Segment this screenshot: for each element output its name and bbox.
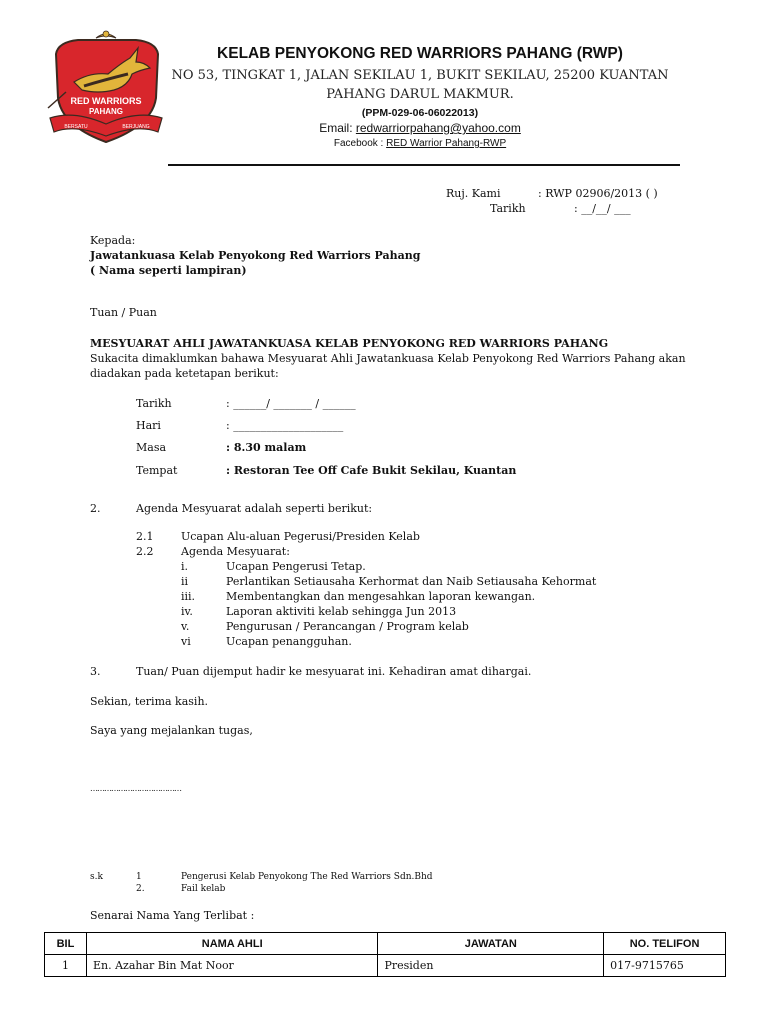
sk-item-text: Fail kelab xyxy=(181,884,226,894)
table-header-row xyxy=(45,933,726,955)
logo-motto-right: BERJUANG xyxy=(122,124,150,130)
email-label: Email: xyxy=(319,121,353,135)
agenda-sub-text: Ucapan Pengerusi Tetap. xyxy=(226,560,366,573)
ruj-label: Ruj. Kami xyxy=(446,187,501,200)
agenda-item2-num: 2.2 xyxy=(136,545,154,558)
agenda-intro: Agenda Mesyuarat adalah seperti berikut: xyxy=(136,502,373,515)
email-line xyxy=(170,121,670,135)
facebook-link[interactable]: RED Warrior Pahang-RWP xyxy=(386,138,507,149)
agenda-num: 2. xyxy=(90,502,101,515)
detail-tarikh-value: : ______/ _______ / ______ xyxy=(226,397,356,410)
sk-item-num: 1 xyxy=(136,872,142,882)
logo-text-top: RED WARRIORS xyxy=(70,96,142,106)
agenda-sub-text: Ucapan penangguhan. xyxy=(226,635,352,648)
logo-motto-left: BERSATU xyxy=(64,124,88,130)
agenda-sub-num: iii. xyxy=(181,590,196,603)
logo-text-mid: PAHANG xyxy=(88,107,124,116)
salutation: Tuan / Puan xyxy=(90,306,157,319)
members-table xyxy=(44,932,726,977)
agenda-sub-num: i. xyxy=(181,560,189,573)
ref-tarikh-value: : __/__/ ___ xyxy=(574,202,631,215)
agenda-sub-num: iv. xyxy=(181,605,193,618)
agenda-sub-text: Perlantikan Setiausaha Kerhormat dan Naib Setiausaha Kehormat xyxy=(226,575,597,588)
agenda-sub-num: ii xyxy=(181,575,189,588)
list-title: Senarai Nama Yang Terlibat : xyxy=(90,909,255,922)
detail-hari-label: Hari xyxy=(136,419,161,432)
address-line1: NO 53, TINGKAT 1, JALAN SEKILAU 1, BUKIT SEKILAU, 25200 KUANTAN xyxy=(171,68,669,83)
logo-star xyxy=(103,31,109,37)
address-line2: PAHANG DARUL MAKMUR. xyxy=(326,87,514,102)
col-header-telefon: NO. TELIFON xyxy=(604,933,726,955)
detail-tempat-value: : Restoran Tee Off Cafe Bukit Sekilau, Kuantan xyxy=(226,464,517,477)
col-header-jawatan: JAWATAN xyxy=(378,933,604,955)
agenda-sub-text: Pengurusan / Perancangan / Program kelab xyxy=(226,620,469,633)
recipient-line1: Jawatankuasa Kelab Penyokong Red Warriors Pahang xyxy=(90,249,421,262)
closing-duty: Saya yang mejalankan tugas, xyxy=(90,724,253,737)
detail-masa-label: Masa xyxy=(136,441,167,454)
col-header-nama: NAMA AHLI xyxy=(86,933,377,955)
club-logo xyxy=(44,28,168,150)
cell-jawatan: Presiden xyxy=(378,955,604,977)
recipient-line2: ( Nama seperti lampiran) xyxy=(90,264,247,277)
registration-number: (PPM-029-06-06022013) xyxy=(361,107,479,119)
sk-label: s.k xyxy=(90,872,103,882)
cell-bil: 1 xyxy=(45,955,87,977)
cell-telefon: 017-9715765 xyxy=(604,955,726,977)
ref-tarikh-label: Tarikh xyxy=(490,202,526,215)
intro-line1: Sukacita dimaklumkan bahawa Mesyuarat Ahli Jawatankuasa Kelab Penyokong Red Warriors Pahang akan xyxy=(90,352,686,365)
detail-tempat-label: Tempat xyxy=(136,464,178,477)
header-divider xyxy=(168,164,680,166)
agenda-sub-num: vi xyxy=(181,635,191,648)
agenda-sub-text: Laporan aktiviti kelab sehingga Jun 2013 xyxy=(226,605,457,618)
facebook-label: Facebook : xyxy=(333,138,384,149)
agenda-item2-text: Agenda Mesyuarat: xyxy=(181,545,290,558)
detail-tarikh-label: Tarikh xyxy=(136,397,172,410)
facebook-line xyxy=(170,138,670,149)
agenda-sub-text: Membentangkan dan mengesahkan laporan kewangan. xyxy=(226,590,536,603)
cell-nama: En. Azahar Bin Mat Noor xyxy=(86,955,377,977)
point3-text: Tuan/ Puan dijemput hadir ke mesyuarat ini. Kehadiran amat dihargai. xyxy=(136,665,532,678)
agenda-item1-num: 2.1 xyxy=(136,530,154,543)
intro-line2: diadakan pada ketetapan berikut: xyxy=(90,367,279,380)
sk-item-text: Pengerusi Kelab Penyokong The Red Warriors Sdn.Bhd xyxy=(181,872,433,882)
detail-masa-value: : 8.30 malam xyxy=(226,441,307,454)
col-header-bil: BIL xyxy=(45,933,87,955)
closing-thanks: Sekian, terima kasih. xyxy=(90,695,209,708)
agenda-item1-text: Ucapan Alu-aluan Pegerusi/Presiden Kelab xyxy=(181,530,420,543)
email-link[interactable]: redwarriorpahang@yahoo.com xyxy=(355,121,521,135)
org-name: KELAB PENYOKONG RED WARRIORS PAHANG (RWP) xyxy=(217,45,623,62)
signature-line: ………………………………… xyxy=(90,784,181,793)
ruj-value: : RWP 02906/2013 ( ) xyxy=(538,187,658,200)
kepada-label: Kepada: xyxy=(90,234,136,247)
detail-hari-value: : ____________________ xyxy=(226,419,344,432)
subject: MESYUARAT AHLI JAWATANKUASA KELAB PENYOKONG RED WARRIORS PAHANG xyxy=(90,337,609,350)
sk-item-num: 2. xyxy=(136,884,145,894)
table-row xyxy=(45,955,726,977)
agenda-sub-num: v. xyxy=(181,620,190,633)
point3-num: 3. xyxy=(90,665,101,678)
